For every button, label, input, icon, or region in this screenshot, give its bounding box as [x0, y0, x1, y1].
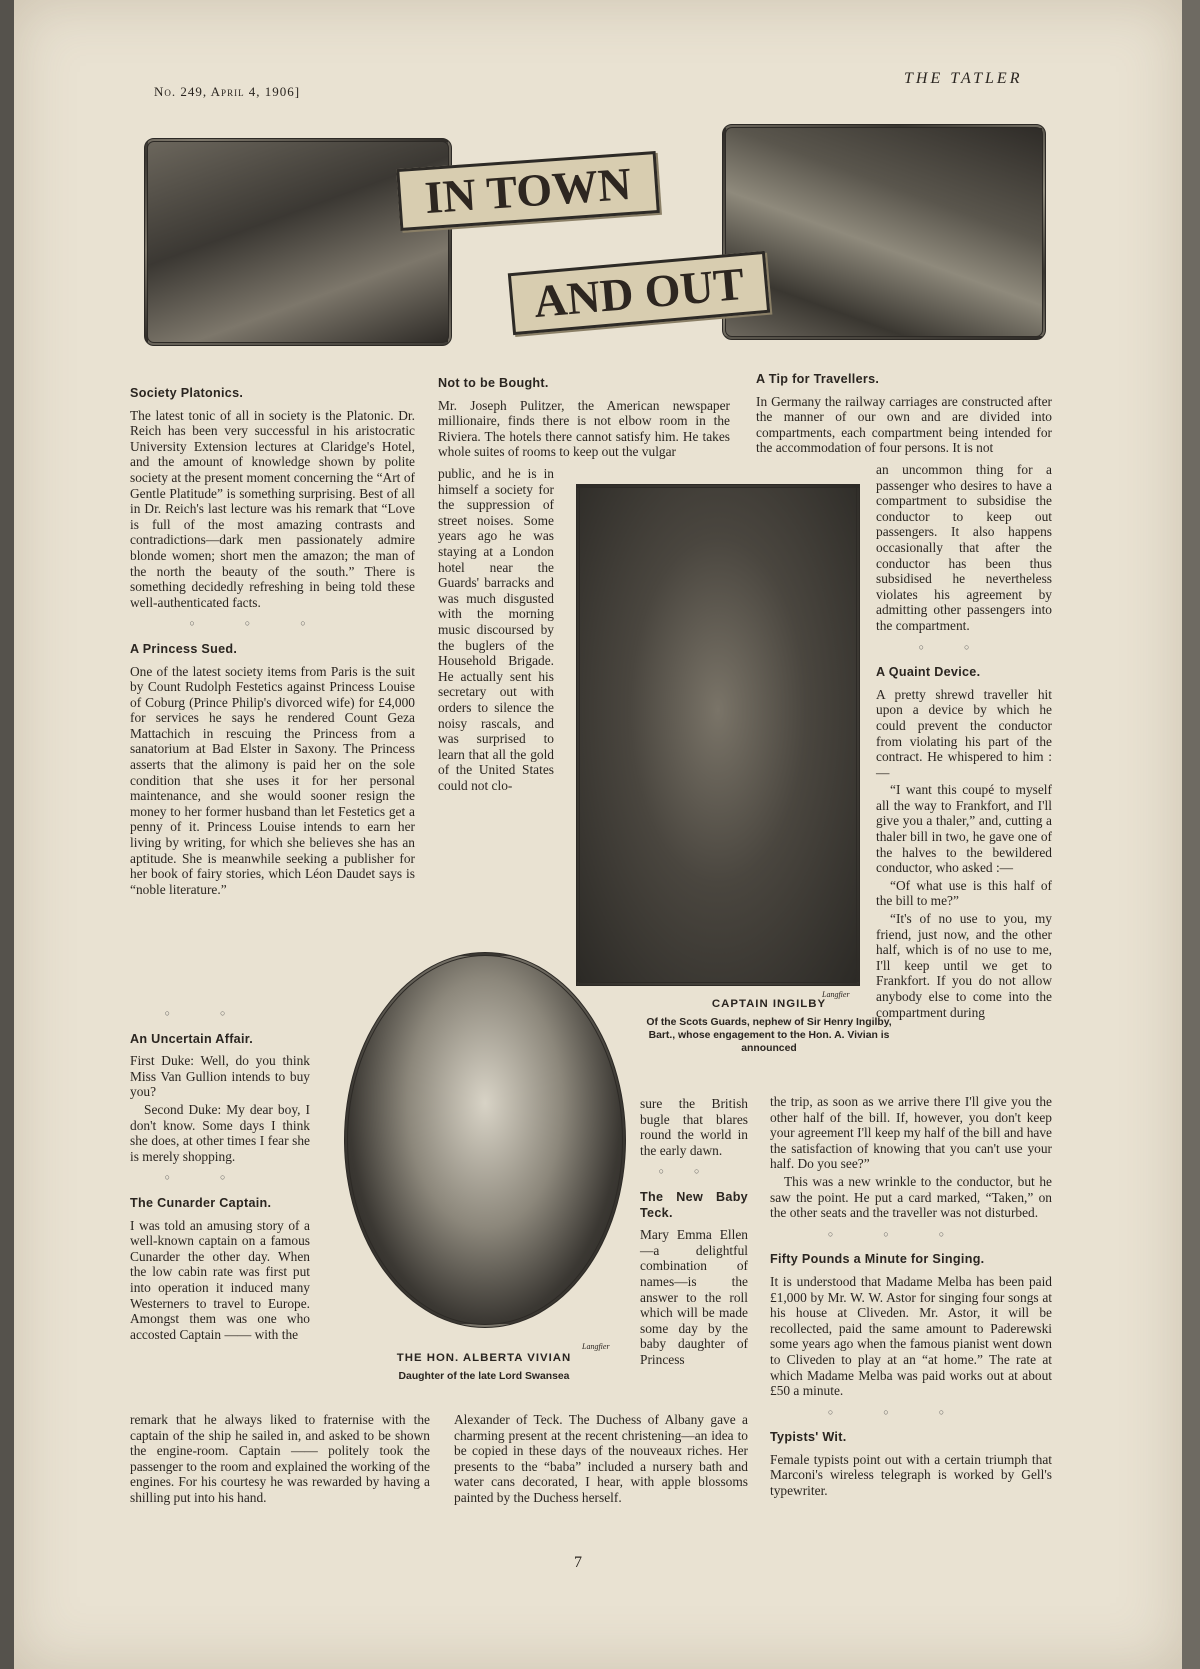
section-ornament: ○○: [164, 1008, 276, 1018]
article-baby-teck-continued: Alexander of Teck. The Duchess of Albany gave a charming present at the recent christening—an idea to be copied in these days of the nouveaux riches. Her presents to the “baba” included a nursery bath and water cans decorated, I hear, with apple blossoms painted by the Duchess herself.: [454, 1412, 748, 1505]
article-princess-sued: One of the latest society items from Paris is the suit by Count Rudolph Festetics against Princess Louise of Coburg (Prince Philip's divorced wife) for £4,000 for services he says he rendered Count Geza Mattachich in rescuing the Princess from a sanatorium at Bad Elster in Saxony. The Princess asserts that the alimony is paid her on the sole condition that she uses it for her personal maintenance, and she would sooner resign the money to her former husband than let Festetics get a penny of it. Princess Louise intends to earn her living by writing, for which she believes she has an aptitude. She is meanwhile seeking a publisher for her book of fairy stories, which Léon Daudet says is “noble literature.”: [130, 663, 415, 897]
section-ornament: ○○○: [827, 1406, 995, 1417]
article-quaint-device-4: “It's of no use to you, my friend, just now, and the other half, which is of no use to me, I'll keep until we get to Frankfort. If you do not allow anybody else to come into the compartment during: [876, 911, 1052, 1020]
heading-society-platonics: Society Platonics.: [130, 386, 244, 400]
captain-ingilby-photo: [576, 484, 860, 986]
heading-new-baby-teck: The New Baby Teck.: [640, 1189, 748, 1220]
banner-line-1: IN TOWN: [423, 157, 633, 224]
article-tip-travellers-b: an uncommon thing for a passenger who desires to have a compartment to subsidise the conductor to keep out passengers. It also happens occasionally that after the conductor has been thus subsidised he nevertheless violates his agreement by admitting other passengers into the compartment.: [876, 462, 1052, 633]
heading-quaint-device: A Quaint Device.: [876, 665, 981, 680]
column-3: [756, 366, 1052, 458]
alberta-vivian-photo: [344, 952, 626, 1328]
column-3-narrow: [876, 462, 1052, 1022]
section-ornament: ○○○: [189, 618, 356, 629]
article-pulitzer-c: sure the British bugle that blares round the world in the early dawn.: [640, 1096, 748, 1158]
section-ornament: ○○○: [827, 1228, 995, 1239]
column-3-lower: [770, 1094, 1052, 1501]
column-1-lower: [130, 1006, 310, 1344]
column-2-continuation: [454, 1412, 748, 1508]
heading-fifty-pounds: Fifty Pounds a Minute for Singing.: [770, 1252, 985, 1267]
column-1: [130, 380, 415, 899]
section-ornament: ○○: [658, 1166, 730, 1177]
article-baby-teck: Mary Emma Ellen—a delightful combination of names—is the answer to the roll which will be made some day by the baby daughter of Princess: [640, 1227, 748, 1367]
article-quaint-device-2: “I want this coupé to myself all the way to Frankfort, and I'll give you a thaler,” and, cutting a thaler bill in two, he gave one of the halves to the bewildered conductor, who asked :—: [876, 782, 1052, 876]
ingilby-caption-name: CAPTAIN INGILBY: [711, 998, 827, 1010]
ingilby-caption: [644, 998, 894, 1055]
column-1-continuation: [130, 1412, 430, 1508]
ingilby-photo-credit: Langfier: [822, 990, 850, 999]
article-society-platonics: The latest tonic of all in society is the Platonic. Dr. Reich has been very successful in his aristocratic University Extension lectures at Claridge's Hotel, and the amount of knowledge shown by polite society at the present moment concerning the “Art of Gentle Platitude” is something surprising. Best of all in Dr. Reich's last lecture was his remark that “Love is full of the most amazing contrasts and contradictions—dark men passionately admire blonde women; short men the amazon; the man of the north the beauty of the south.” There is something decidedly refreshing in being told these well-authenticated facts.: [130, 407, 415, 610]
section-ornament: ○○: [918, 641, 1010, 652]
article-typists-wit: Female typists point out with a certain triumph that Marconi's wireless telegraph is worked by Gell's typewriter.: [770, 1451, 1052, 1499]
magazine-page: [14, 0, 1182, 1669]
heading-princess-sued: A Princess Sued.: [130, 641, 238, 656]
vivian-caption: [352, 1352, 616, 1383]
issue-line: No. 249, April 4, 1906]: [154, 84, 301, 99]
article-cunarder-captain: I was told an amusing story of a well-known captain on a famous Cunarder the other day. When the low cabin rate was first put into operation it induced many Westerners to travel to Europe. Amongst them was one who accosted Captain —— with the: [130, 1217, 310, 1342]
heading-tip-for-travellers: A Tip for Travellers.: [756, 372, 880, 386]
banner-line-2: AND OUT: [531, 257, 747, 328]
binding-edge: [0, 0, 14, 1669]
article-quaint-device-5: This was a new wrinkle to the conductor, but he saw the point. He put a card marked, “Taken,” on the other seats and the traveller was not disturbed.: [770, 1173, 1052, 1221]
dialogue-second-duke: Second Duke: My dear boy, I don't know. Some days I think she does, at other times I fear she is merely shopping.: [130, 1101, 310, 1164]
column-2-narrow: [438, 466, 554, 795]
heading-typists-wit: Typists' Wit.: [770, 1430, 847, 1445]
vivian-caption-desc: Daughter of the late Lord Swansea: [398, 1371, 570, 1382]
heading-cunarder-captain: The Cunarder Captain.: [130, 1195, 272, 1210]
column-2-lower: [640, 1096, 748, 1370]
article-tip-travellers-a: In Germany the railway carriages are constructed after the manner of our own and are divided into compartments, each compartment being intended for the accommodation of four persons. It is not: [756, 393, 1052, 456]
vivian-caption-name: THE HON. ALBERTA VIVIAN: [396, 1352, 572, 1364]
ingilby-caption-desc: Of the Scots Guards, nephew of Sir Henry Ingilby, Bart., whose engagement to the Hon. A. Vivian is announced: [646, 1017, 892, 1054]
article-quaint-device-continued: the trip, as soon as we arrive there I'll give you the other half of the bill. If, however, you don't keep your agreement I'll keep my half of the bill and have the satisfaction of knowing that you can't use your half. Do you see?”: [770, 1094, 1052, 1172]
page-number: 7: [574, 1554, 582, 1571]
article-quaint-device-1: A pretty shrewd traveller hit upon a device by which he could prevent the conductor from violating his part of the contract. He whispered to him :—: [876, 686, 1052, 780]
heading-uncertain-affair: An Uncertain Affair.: [130, 1031, 254, 1046]
magazine-title: THE TATLER: [904, 70, 1023, 87]
section-ornament: ○○: [164, 1172, 276, 1183]
column-2: [438, 370, 730, 462]
heading-not-to-be-bought: Not to be Bought.: [438, 376, 549, 390]
country-river-photo: [722, 124, 1046, 340]
article-pulitzer-b: public, and he is in himself a society for the suppression of street noises. Some years ago he was staying at a London hotel near the Guards' barracks and was much disgusted with the morning music discoursed by the buglers of the Household Brigade. He actually sent his secretary out with orders to silence the noisy rascals, and was surprised to learn that all the gold of the United States could not clo-: [438, 466, 554, 793]
article-fifty-pounds: It is understood that Madame Melba has been paid £1,000 by Mr. W. W. Astor for singing four songs at his house at Cliveden. Mr. Astor, it will be recollected, paid the same amount to Paderewski some years ago when the famous pianist went down to Cliveden to play at an “at home.” The rate at which Madame Melba was paid works out at about £50 a minute.: [770, 1273, 1052, 1399]
article-pulitzer-a: Mr. Joseph Pulitzer, the American newspaper millionaire, finds there is not elbow room in the Riviera. The hotels there cannot satisfy him. He takes whole suites of rooms to keep out the vulgar: [438, 397, 730, 460]
vivian-photo-credit: Langfier: [582, 1342, 610, 1351]
article-quaint-device-3: “Of what use is this half of the bill to me?”: [876, 877, 1052, 909]
article-cunarder-continued: remark that he always liked to fraternise with the captain of the ship he sailed in, and asked to be shown the engine-room. Captain —— politely took the passenger to the room and explained the working of the engines. For his courtesy he was rewarded by having a shilling put into his hand.: [130, 1412, 430, 1505]
dialogue-first-duke: First Duke: Well, do you think Miss Van Gullion intends to buy you?: [130, 1053, 310, 1100]
